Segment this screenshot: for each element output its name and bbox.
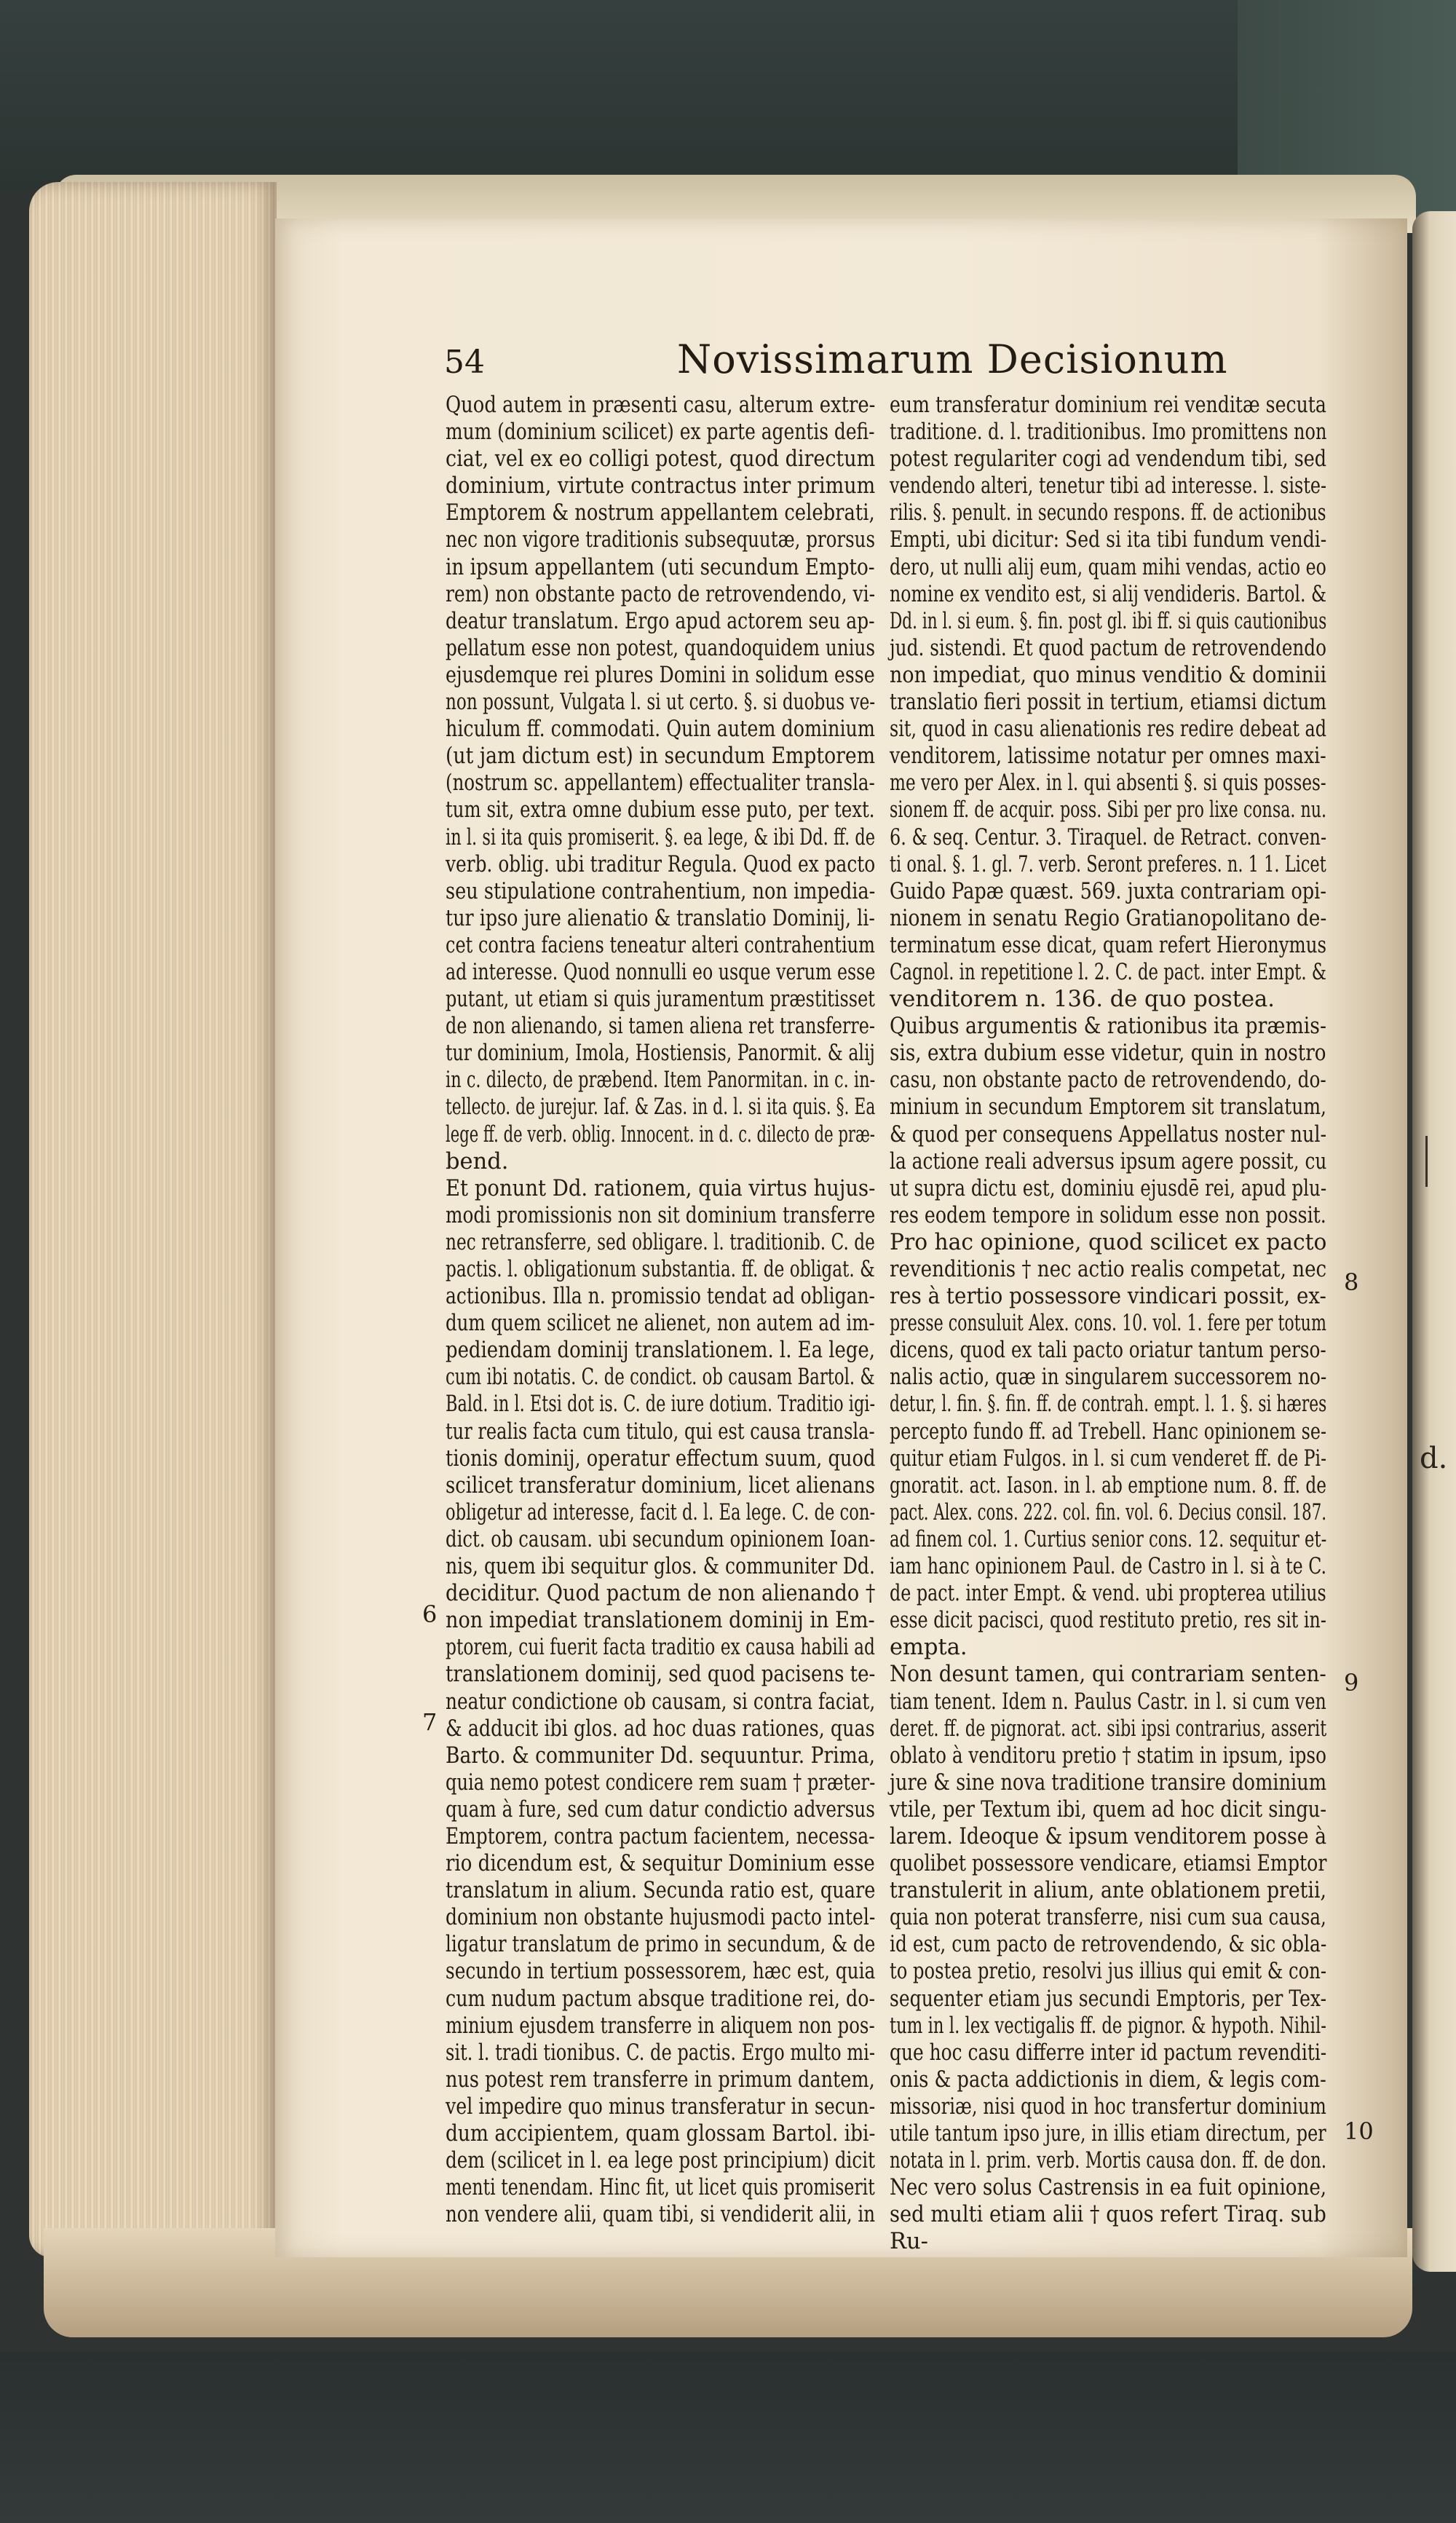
text-line: non vendere alii, quam tibi, si vendiderit alii, in xyxy=(446,2202,876,2228)
text-line: quia non poterat transferre, nisi cum sua causa, xyxy=(890,1905,1326,1931)
text-line: lege ff. de verb. oblig. Innocent. in d. c. dilecto de præ- xyxy=(446,1121,875,1148)
text-line: pellatum esse non potest, quandoquidem unius xyxy=(446,635,876,661)
text-line: venditorem, latissime notatur per omnes maxi- xyxy=(890,743,1326,770)
text-line: minium ejusdem transferre in aliquem non pos- xyxy=(446,2013,875,2039)
text-line: nec retransferre, sed obligare. l. traditionib. C. de xyxy=(446,1229,875,1255)
text-line: dicens, quod ex tali pacto oriatur tantum perso- xyxy=(890,1338,1326,1364)
text-line: quolibet possessore vendicare, etiamsi Emptor xyxy=(890,1851,1327,1877)
text-line: mum (dominium scilicet) ex parte agentis defi- xyxy=(446,419,875,446)
text-line: cum ibi notatis. C. de condict. ob causam Bartol. & xyxy=(446,1365,875,1391)
text-line: iam hanc opinionem Paul. de Castro in l. si à te C. xyxy=(890,1554,1327,1580)
text-line: in l. si ita quis promiserit. §. ea lege, & ibi Dd. ff. de xyxy=(446,824,876,850)
text-line: esse dicit pacisci, quod restituto pretio, res sit in- xyxy=(890,1608,1326,1634)
text-line: translatum in alium. Secunda ratio est, quare xyxy=(446,1878,876,1904)
margin-number: 9 xyxy=(1344,1669,1359,1697)
text-line: sed multi etiam alii † quos refert Tiraq. sub xyxy=(890,2202,1326,2228)
text-line: 6. & seq. Centur. 3. Tiraquel. de Retract. conven- xyxy=(890,824,1327,850)
text-line: rem) non obstante pacto de retrovendendo, vi- xyxy=(446,581,876,607)
text-line: dum accipientem, quam glossam Bartol. ibi- xyxy=(446,2121,876,2147)
text-line: venditorem n. 136. de quo postea. xyxy=(890,987,1275,1013)
text-line: pediendam dominij translationem. l. Ea lege, xyxy=(446,1338,875,1364)
text-line: sequenter etiam jus secundi Emptoris, per Tex- xyxy=(890,1986,1327,2012)
text-line: la actione reali adversus ipsum agere possit, cu xyxy=(890,1148,1327,1174)
text-line: verb. oblig. ubi traditur Regula. Quod ex pacto xyxy=(446,851,876,877)
text-line: utile tantum ipso jure, in illis etiam directum, per xyxy=(890,2121,1326,2147)
text-line: de non alienando, si tamen aliena ret transferre- xyxy=(446,1014,876,1040)
text-line: onis & pacta addictionis in diem, & legis com- xyxy=(890,2066,1326,2093)
text-line: non impediat translationem dominij in Em- xyxy=(446,1608,875,1634)
text-line: ti onal. §. 1. gl. 7. verb. Seront preferes. n. 1 1. Licet xyxy=(890,851,1326,877)
text-line: tur ipso jure alienatio & translatio Dominij, li- xyxy=(446,905,875,931)
text-line: & adducit ibi glos. ad hoc duas rationes, quas xyxy=(446,1715,875,1742)
page-number: 54 xyxy=(444,344,485,381)
text-line: cum nudum pactum absque traditione rei, do- xyxy=(446,1986,876,2012)
text-line: dem (scilicet in l. ea lege post principium) dicit xyxy=(446,2148,876,2174)
text-line: tur realis facta cum titulo, qui est causa transla- xyxy=(446,1418,875,1445)
text-line: quitur etiam Fulgos. in l. si cum venderet ff. de Pi- xyxy=(890,1445,1327,1472)
text-line: bend. xyxy=(446,1148,509,1174)
text-line: cet contra faciens teneatur alteri contrahentium xyxy=(446,932,875,958)
text-line: dero, ut nulli alij eum, quam mihi vendas, actio eo xyxy=(890,554,1326,580)
text-line: vendendo alteri, tenetur tibi ad interesse. l. siste- xyxy=(890,473,1327,500)
text-line: scilicet transferatur dominium, licet alienans xyxy=(446,1472,876,1499)
text-line: in ipsum appellantem (uti secundum Empto- xyxy=(446,554,875,580)
text-line: non possunt, Vulgata l. si ut certo. §. si duobus ve- xyxy=(446,690,876,716)
text-line: rilis. §. penult. in secundo respons. ff. de actionibus xyxy=(890,500,1326,526)
text-line: dominium non obstante hujusmodi pacto intel- xyxy=(446,1905,876,1931)
text-line: dict. ob causam. ubi secundum opinionem Ioan- xyxy=(446,1526,876,1552)
text-line: (nostrum sc. appellantem) effectualiter transla- xyxy=(446,770,875,797)
text-line: Pro hac opinione, quod scilicet ex pacto xyxy=(890,1229,1327,1255)
text-line: Bald. in l. Etsi dot is. C. de iure dotium. Traditio igi- xyxy=(446,1391,876,1418)
text-line: non impediat, quo minus venditio & dominii xyxy=(890,662,1327,688)
text-line: deret. ff. de pignorat. act. sibi ipsi contrarius, asserit xyxy=(890,1715,1327,1742)
text-line: ut supra dictu est, dominiu ejusdē rei, apud plu- xyxy=(890,1175,1327,1201)
text-line: tionis dominij, operatur effectum suum, quod xyxy=(446,1445,876,1472)
text-line: oblato à venditoru pretio † statim in ipsum, ipso xyxy=(890,1742,1326,1769)
text-line: Ru- xyxy=(890,2229,928,2255)
text-line: dominium, virtute contractus inter primum xyxy=(446,473,876,500)
facing-page-fragment: d. xyxy=(1420,1442,1448,1475)
text-line: que hoc casu differre inter id pactum revenditi- xyxy=(890,2040,1327,2066)
text-line: me vero per Alex. in l. qui absenti §. si quis posses- xyxy=(890,770,1326,797)
text-line: rio dicendum est, & sequitur Dominium esse xyxy=(446,1851,875,1877)
text-line: casu, non obstante pacto de retrovendendo, do- xyxy=(890,1067,1326,1094)
running-title: Novissimarum Decisionum xyxy=(677,336,1228,382)
text-line: id est, cum pacto de retrovendendo, & sic obla- xyxy=(890,1932,1327,1958)
text-line: pact. Alex. cons. 222. col. fin. vol. 6. Decius consil. 187. xyxy=(890,1499,1327,1525)
text-line: vel impedire quo minus transferatur in secun- xyxy=(446,2093,876,2120)
text-line: ejusdemque rei plures Domini in solidum esse xyxy=(446,662,875,688)
text-line: detur, l. fin. §. fin. ff. de contrah. empt. l. 1. §. si hæres xyxy=(890,1391,1327,1418)
text-line: ciat, vel ex eo colligi potest, quod directum xyxy=(446,446,876,473)
text-line: traditione. d. l. traditionibus. Imo promittens non xyxy=(890,419,1327,446)
text-line: Et ponunt Dd. rationem, quia virtus hujus- xyxy=(446,1175,876,1201)
margin-number: 6 xyxy=(422,1600,438,1628)
text-line: nus potest rem transferre in primum dantem, xyxy=(446,2066,875,2093)
margin-number: 10 xyxy=(1344,2117,1374,2145)
text-line: Emptorem & nostrum appellantem celebrati, xyxy=(446,500,875,526)
text-line: nec non vigore traditionis subsequutæ, prorsus xyxy=(446,527,876,553)
text-line: putant, ut etiam si quis juramentum præstitisset xyxy=(446,987,875,1013)
text-line: tum in l. lex vectigalis ff. de pignor. & hypoth. Nihil- xyxy=(890,2013,1326,2039)
text-line: empta. xyxy=(890,1635,968,1661)
text-line: neatur condictione ob causam, si contra faciat, xyxy=(446,1689,876,1715)
text-line: hiculum ff. commodati. Quin autem dominium xyxy=(446,716,875,743)
facing-page-edge xyxy=(1412,211,1456,2272)
text-line: sis, extra dubium esse videtur, quin in nostro xyxy=(890,1041,1326,1067)
text-line: obligetur ad interesse, facit d. l. Ea lege. C. de con- xyxy=(446,1499,876,1525)
book-page-edges xyxy=(29,182,277,2257)
scanner-background-bottom xyxy=(0,2352,1456,2523)
text-line: quia nemo potest condicere rem suam † præter- xyxy=(446,1769,876,1796)
text-line: dum quem scilicet ne alienet, non autem ad im- xyxy=(446,1311,875,1337)
text-line: notata in l. prim. verb. Mortis causa don. ff. de don. xyxy=(890,2148,1327,2174)
text-line: secundo in tertium possessorem, hæc est, quia xyxy=(446,1959,876,1985)
text-line: nomine ex vendito est, si alij vendideris. Bartol. & xyxy=(890,581,1327,607)
margin-number: 7 xyxy=(422,1708,438,1736)
text-line: modi promissionis non sit dominium transferre xyxy=(446,1202,876,1228)
text-line: menti tenendam. Hinc fit, ut licet quis promiserit xyxy=(446,2175,875,2201)
text-line: ad finem col. 1. Curtius senior cons. 12. sequitur et- xyxy=(890,1526,1327,1552)
text-line: transtulerit in alium, ante oblationem pretii, xyxy=(890,1878,1326,1904)
text-line: Quibus argumentis & rationibus ita præmis- xyxy=(890,1014,1326,1040)
text-line: nionem in senatu Regio Gratianopolitano de- xyxy=(890,905,1327,931)
text-line: ptorem, cui fuerit facta traditio ex causa habili ad xyxy=(446,1635,875,1661)
text-line: jure & sine nova traditione transire dominium xyxy=(890,1769,1327,1796)
text-line: res à tertio possessore vindicari possit, ex- xyxy=(890,1284,1326,1310)
text-line: in c. dilecto, de præbend. Item Panormitan. in c. in- xyxy=(446,1067,876,1094)
text-line: Barto. & communiter Dd. sequuntur. Prima, xyxy=(446,1742,876,1769)
text-line: minium in secundum Emptorem sit translatum, xyxy=(890,1094,1327,1121)
text-line: gnoratit. act. Iason. in l. ab emptione num. 8. ff. de xyxy=(890,1472,1326,1499)
text-line: deciditur. Quod pactum de non alienando † xyxy=(446,1581,876,1607)
text-line: (ut jam dictum est) in secundum Emptorem xyxy=(446,743,876,770)
text-line: sit, quod in casu alienationis res redire debeat ad xyxy=(890,716,1327,743)
text-line: nalis actio, quæ in singularem successorem no- xyxy=(890,1365,1327,1391)
text-line: revenditionis † nec actio realis competat, nec xyxy=(890,1257,1327,1282)
text-line: Emptorem, contra pactum facientem, necessa- xyxy=(446,1823,875,1849)
text-line: sionem ff. de acquir. poss. Sibi per pro lixe consa. nu. xyxy=(890,797,1327,824)
text-line: ad interesse. Quod nonnulli eo usque verum esse xyxy=(446,959,876,985)
text-line: Guido Papæ quæst. 569. juxta contrariam opi- xyxy=(890,878,1326,904)
text-column-left xyxy=(446,392,875,2228)
text-line: presse consuluit Alex. cons. 10. vol. 1. fere per totum xyxy=(890,1311,1326,1337)
text-line: seu stipulatione contrahentium, non impedia- xyxy=(446,878,876,904)
text-line: tiam tenent. Idem n. Paulus Castr. in l. si cum ven xyxy=(890,1689,1326,1715)
text-line: Cagnol. in repetitione l. 2. C. de pact. inter Empt. & xyxy=(890,959,1327,985)
text-line: percepto fundo ff. ad Trebell. Hanc opinionem se- xyxy=(890,1418,1326,1445)
text-line: nis, quem ibi sequitur glos. & communiter Dd. xyxy=(446,1554,875,1580)
text-line: eum transferatur dominium rei venditæ secuta xyxy=(890,392,1326,418)
facing-page-mark xyxy=(1425,1136,1428,1187)
text-line: Non desunt tamen, qui contrariam senten- xyxy=(890,1662,1326,1688)
text-line: ligatur translatum de primo in secundum, & de xyxy=(446,1932,876,1958)
text-line: missoriæ, nisi quod in hoc transfertur dominium xyxy=(890,2093,1326,2120)
text-line: deatur translatum. Ergo apud actorem seu ap- xyxy=(446,608,875,634)
text-line: quam à fure, sed cum datur condictio adversus xyxy=(446,1796,875,1823)
text-line: de pact. inter Empt. & vend. ubi propterea utilius xyxy=(890,1581,1326,1607)
text-line: tellecto. de jurejur. Iaf. & Zas. in d. l. si ita quis. §. Ea xyxy=(446,1094,876,1121)
text-line: to postea pretio, resolvi jus illius qui emit & con- xyxy=(890,1959,1327,1985)
text-line: terminatum esse dicat, quam refert Hieronymus xyxy=(890,932,1327,958)
text-line: vtile, per Textum ibi, quem ad hoc dicit singu- xyxy=(890,1796,1327,1823)
text-line: pactis. l. obligationum substantia. ff. de obligat. & xyxy=(446,1257,875,1282)
text-line: tur dominium, Imola, Hostiensis, Panormit. & alij xyxy=(446,1041,875,1067)
text-line: potest regulariter cogi ad vendendum tibi, sed xyxy=(890,446,1327,473)
text-line: Dd. in l. si eum. §. fin. post gl. ibi ff. si quis cautionibus xyxy=(890,608,1327,634)
text-line: res eodem tempore in solidum esse non possit. xyxy=(890,1202,1326,1228)
margin-number: 8 xyxy=(1344,1268,1359,1296)
text-line: Nec vero solus Castrensis in ea fuit opinione, xyxy=(890,2175,1327,2201)
text-line: sit. l. tradi tionibus. C. de pactis. Ergo multo mi- xyxy=(446,2040,875,2066)
text-line: translationem dominij, sed quod pacisens te- xyxy=(446,1662,876,1688)
text-line: Empti, ubi dicitur: Sed si ita tibi fundum vendi- xyxy=(890,527,1327,553)
text-line: Quod autem in præsenti casu, alterum extre- xyxy=(446,392,876,418)
text-line: & quod per consequens Appellatus noster nul- xyxy=(890,1121,1327,1148)
text-line: actionibus. Illa n. promissio tendat ad obligan- xyxy=(446,1284,876,1310)
text-line: larem. Ideoque & ipsum venditorem posse à xyxy=(890,1823,1326,1849)
text-column-right xyxy=(890,392,1326,2255)
text-line: tum sit, extra omne dubium esse puto, per text. xyxy=(446,797,875,824)
text-line: translatio fieri possit in tertium, etiamsi dictum xyxy=(890,690,1327,716)
text-line: jud. sistendi. Et quod pactum de retrovendendo xyxy=(890,635,1327,661)
